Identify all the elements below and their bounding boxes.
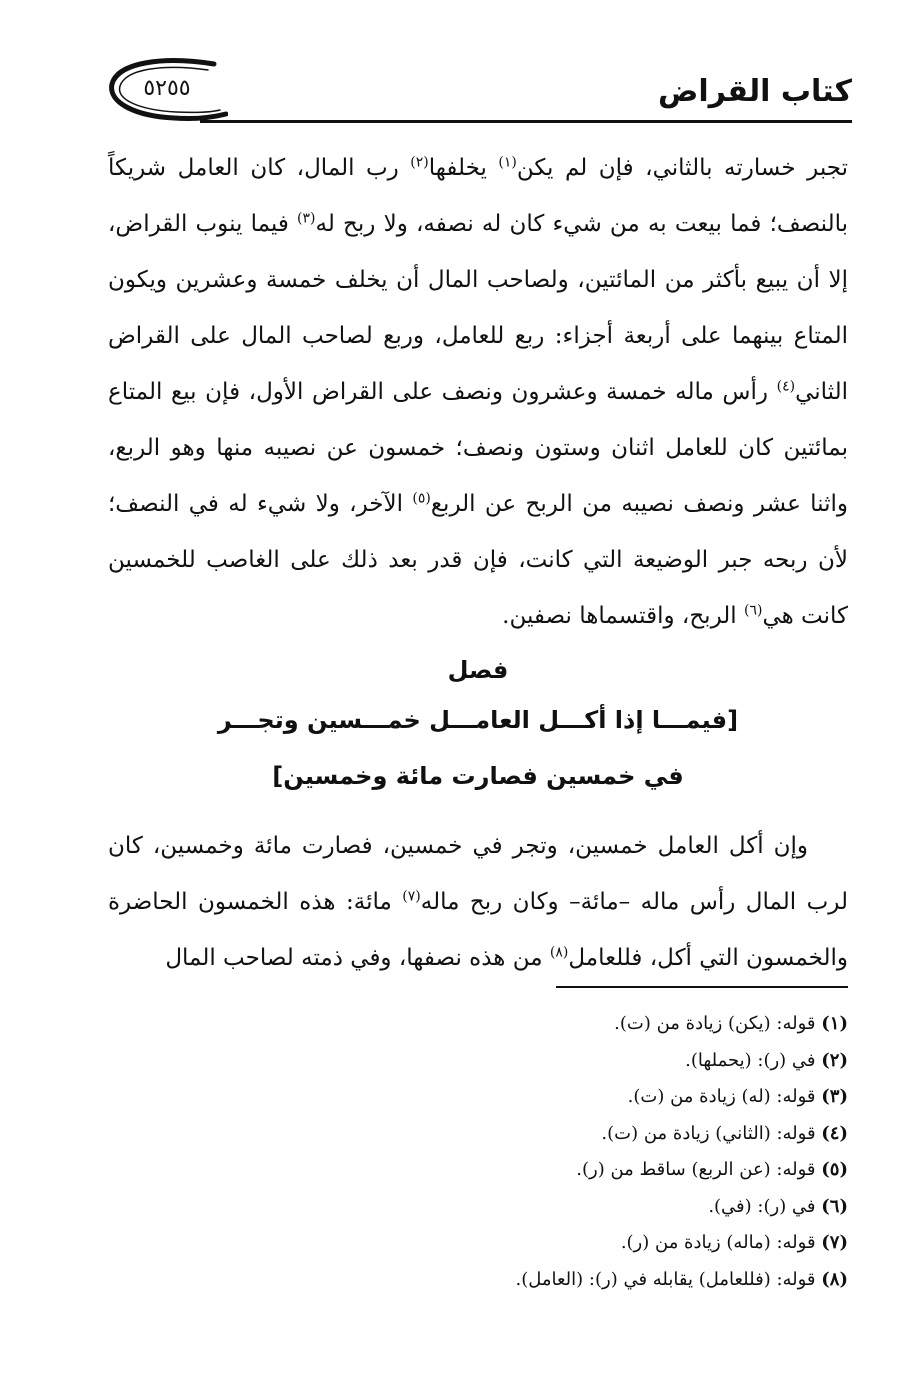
footnote-ref-7: (٧)	[402, 888, 421, 905]
text-segment: تجبر خسارته بالثاني، فإن لم يكن	[516, 155, 849, 181]
footnote-text: قوله: (ماله) زيادة من (ر).	[620, 1232, 822, 1253]
footnote-number: (٨)	[821, 1268, 848, 1290]
page-header	[100, 50, 852, 130]
footnote	[108, 1043, 848, 1080]
footnote	[108, 1189, 848, 1226]
text-segment: فيما ينوب القراض، إلا أن يبيع بأكثر من المائتين، ولصاحب المال أن يخلف خمسة وعشرين ويكون المتاع بينهما على أربعة أجزاء: ربع للعامل، وربع لصاحب المال على القراض الثاني	[108, 211, 848, 405]
paragraph-2	[108, 818, 848, 986]
footnote-number: (٣)	[821, 1086, 848, 1107]
footnote	[108, 1152, 848, 1189]
footnote-text: قوله: (فللعامل) يقابله في (ر): (العامل).	[515, 1268, 822, 1290]
book-title: كتاب القراض	[658, 74, 852, 109]
footnote-ref-8: (٨)	[549, 944, 569, 961]
footnote-ref-3: (٣)	[297, 210, 316, 227]
footnote-text: قوله: (الثاني) زيادة من (ت).	[601, 1122, 822, 1144]
footnote-text: في (ر): (يحملها).	[685, 1049, 822, 1071]
footnote-number: (٧)	[821, 1232, 848, 1253]
footnote	[108, 1079, 848, 1116]
text-segment: رب المال، كان العامل شريكاً بالنصف؛ فما بيعت به من شيء كان له نصفه، ولا ربح له	[108, 155, 848, 237]
footnote-number: (٦)	[821, 1195, 848, 1217]
footnotes-list	[108, 1006, 848, 1298]
section-title-line-1: [فيمـــا إذا أكـــل العامـــل خمـــسين وتجـــر	[217, 706, 739, 734]
text-segment: رأس ماله خمسة وعشرون ونصف على القراض الأول، فإن بيع المتاع بمائتين كان للعامل اثنان وستون ونصف؛ خمسون عن نصيبه منها وهو الربع، واثنا عشر ونصف نصيبه من الربح عن الربع	[108, 379, 849, 517]
footnote-text: قوله: (يكن) زيادة من (ت).	[614, 1013, 822, 1034]
text-segment: يخلفها	[428, 155, 499, 181]
paragraph-2-text	[108, 818, 848, 986]
footnote-number: (٤)	[821, 1122, 848, 1144]
footnote	[108, 1262, 848, 1299]
footnote-number: (٥)	[821, 1159, 848, 1180]
text-segment: الآخر، ولا شيء له في النصف؛ لأن ربحه جبر الوضيعة التي كانت، فإن قدر بعد ذلك على الغاصب للخمسين كانت هي	[108, 491, 848, 629]
text-segment: وإن أكل العامل خمسين، وتجر في خمسين، فصارت مائة وخمسين، كان لرب المال رأس ماله –مائة– وكان ربح ماله	[108, 833, 848, 915]
page-number: ٥٢٥٥	[143, 76, 191, 101]
section-title-line-2: في خمسين فصارت مائة وخمسين]	[272, 762, 684, 790]
footnote-text: في (ر): (في).	[708, 1195, 822, 1217]
footnote	[108, 1225, 848, 1262]
footnote-number: (٢)	[821, 1049, 848, 1071]
text-segment: من هذه نصفها، وفي ذمته لصاحب المال	[165, 945, 550, 971]
footnote-text: قوله: (له) زيادة من (ت).	[627, 1086, 822, 1107]
text-segment: الربح، واقتسماها نصفين.	[502, 603, 744, 629]
footnote-ref-4: (٤)	[776, 378, 796, 395]
footnote	[108, 1116, 848, 1153]
paragraph-1-text	[108, 140, 848, 644]
paragraph-1	[108, 140, 848, 644]
footnote-ref-1: (١)	[498, 154, 517, 171]
section-label: فصل	[447, 656, 509, 684]
footnote-divider	[556, 986, 848, 988]
footnote-ref-6: (٦)	[743, 602, 763, 619]
footnote-text: قوله: (عن الربع) ساقط من (ر).	[576, 1159, 822, 1180]
section-heading	[108, 648, 848, 804]
footnote-ref-5: (٥)	[412, 490, 431, 507]
header-rule	[200, 120, 852, 123]
footnote-number: (١)	[821, 1013, 848, 1034]
footnote-ref-2: (٢)	[410, 154, 429, 171]
text-segment: مائة: هذه الخمسون الحاضرة والخمسون التي أكل، فللعامل	[108, 889, 848, 971]
footnote	[108, 1006, 848, 1043]
page-number-frame	[104, 54, 228, 124]
